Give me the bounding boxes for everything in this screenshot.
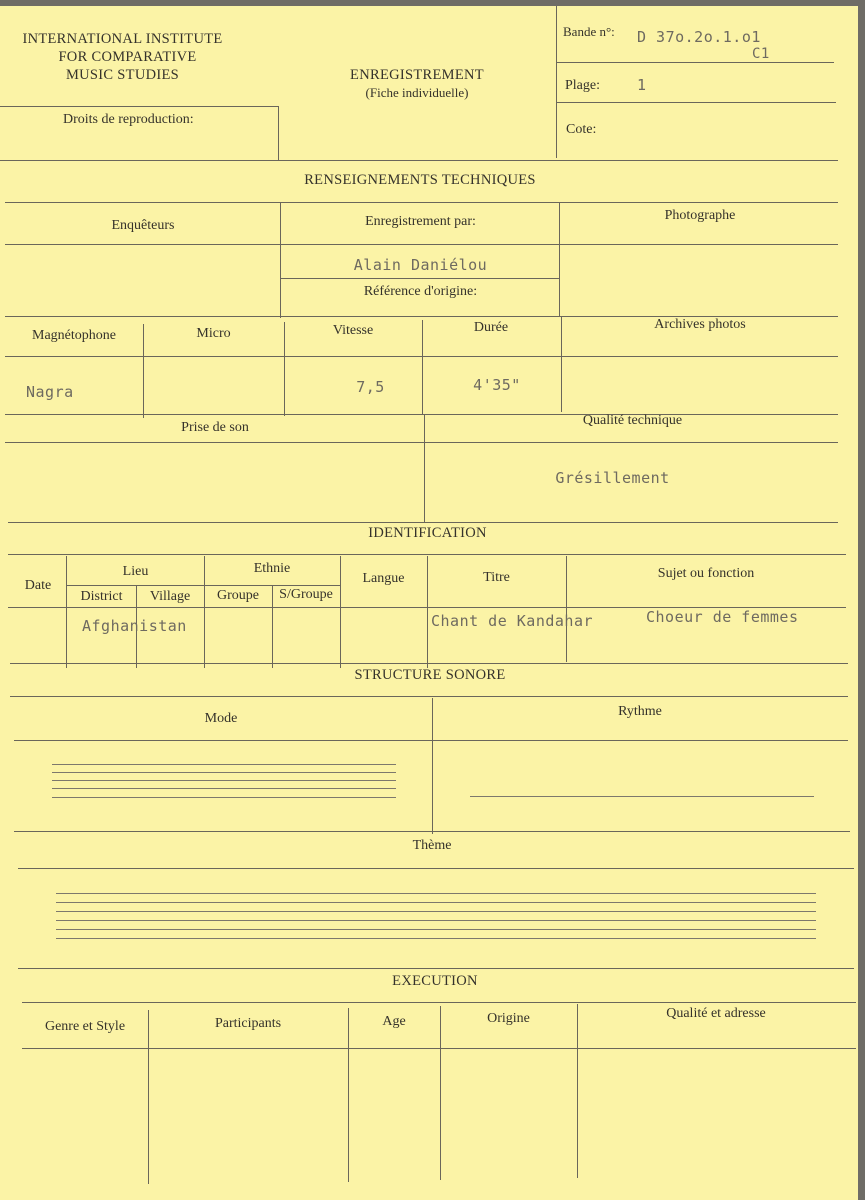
rule [18,868,854,869]
rule [8,554,846,555]
bande-value-2: C1 [752,46,770,62]
divider [566,556,567,662]
age-label: Age [382,1014,406,1029]
institute-line-1: INTERNATIONAL INSTITUTE [22,31,223,47]
sgroupe-label: S/Groupe [279,587,333,602]
divider [348,1008,349,1182]
duree-label: Durée [473,320,509,335]
header-divider [556,6,557,158]
rule [5,356,838,357]
sujet-value: Choeur de femmes [646,608,799,626]
bande-label: Bande n°: [563,24,615,39]
mode-staff-line [52,764,396,765]
plage-value: 1 [637,76,647,94]
mode-staff-line [52,797,396,798]
rule [556,102,836,103]
qualite-technique-value: Grésillement [555,469,670,487]
rule [280,278,559,279]
enregistrement-par-label: Enregistrement par: [365,214,476,229]
rule [556,62,834,63]
theme-staff-line [56,911,816,912]
plage-label: Plage: [565,78,600,93]
structure-section-title: STRUCTURE SONORE [354,667,506,683]
rule [22,1002,856,1003]
vitesse-label: Vitesse [332,323,374,338]
rule [18,968,854,969]
execution-section-title: EXECUTION [392,973,478,989]
rythme-line [470,796,814,797]
vitesse-value: 7,5 [356,378,385,396]
divider [422,320,423,414]
origine-label: Origine [487,1011,530,1026]
rule [5,202,838,203]
form-subtitle: (Fiche individuelle) [365,85,469,100]
rule [14,831,850,832]
divider [440,1006,441,1180]
rule [10,663,848,664]
divider [66,556,67,668]
divider [272,586,273,668]
sujet-label: Sujet ou fonction [657,566,755,581]
qualite-technique-label: Qualité technique [582,413,683,428]
divider [204,556,205,668]
micro-label: Micro [196,326,231,341]
rule [10,696,848,697]
magnetophone-value: Nagra [26,383,74,401]
langue-label: Langue [362,571,405,586]
bande-value: D 37o.2o.1.o1 [637,28,761,46]
droits-divider [278,106,279,161]
photographe-label: Photographe [664,208,736,223]
mode-staff-line [52,772,396,773]
magnetophone-label: Magnétophone [32,328,116,343]
enqueteurs-label: Enquêteurs [111,218,175,233]
genre-style-label: Genre et Style [44,1019,126,1034]
form-title: ENREGISTREMENT [350,67,484,83]
groupe-label: Groupe [217,588,259,603]
rule [14,740,848,741]
titre-value: Chant de Kandahar [431,612,594,630]
theme-staff-line [56,920,816,921]
theme-staff-line [56,938,816,939]
archives-label: Archives photos [654,317,746,332]
theme-staff-line [56,929,816,930]
theme-label: Thème [412,838,452,853]
village-label: Village [149,589,191,604]
divider [143,324,144,418]
duree-value: 4'35" [473,376,521,394]
mode-staff-line [52,780,396,781]
rule [5,244,838,245]
identification-section-title: IDENTIFICATION [368,525,487,541]
recording-card [0,6,858,1200]
technique-section-title: RENSEIGNEMENTS TECHNIQUES [304,172,536,188]
theme-staff-line [56,893,816,894]
divider [561,316,562,412]
divider [340,556,341,668]
theme-staff-line [56,902,816,903]
reference-label: Référence d'origine: [363,284,478,299]
cote-label: Cote: [566,122,597,137]
rule [5,442,838,443]
droits-label: Droits de reproduction: [63,112,194,127]
district-label: District [80,589,123,604]
enregistrement-value: Alain Daniélou [353,256,488,274]
rule [0,106,278,107]
prise-de-son-label: Prise de son [181,420,249,435]
institute-line-2: FOR COMPARATIVE [58,49,197,65]
mode-label: Mode [204,711,238,726]
institute-line-3: MUSIC STUDIES [65,67,180,83]
rule [8,522,838,523]
rule [22,1048,856,1049]
date-label: Date [24,578,52,593]
mode-staff-line [52,788,396,789]
divider [284,322,285,416]
divider [432,698,433,834]
lieu-value: Afghanistan [82,617,187,635]
qualite-adresse-label: Qualité et adresse [666,1006,766,1021]
rule [0,160,838,161]
divider [577,1004,578,1178]
participants-label: Participants [214,1016,282,1031]
divider [148,1010,149,1184]
titre-label: Titre [483,570,510,585]
lieu-label: Lieu [122,564,149,579]
ethnie-label: Ethnie [253,561,291,576]
divider [424,414,425,522]
rythme-label: Rythme [618,704,662,719]
divider [427,556,428,668]
